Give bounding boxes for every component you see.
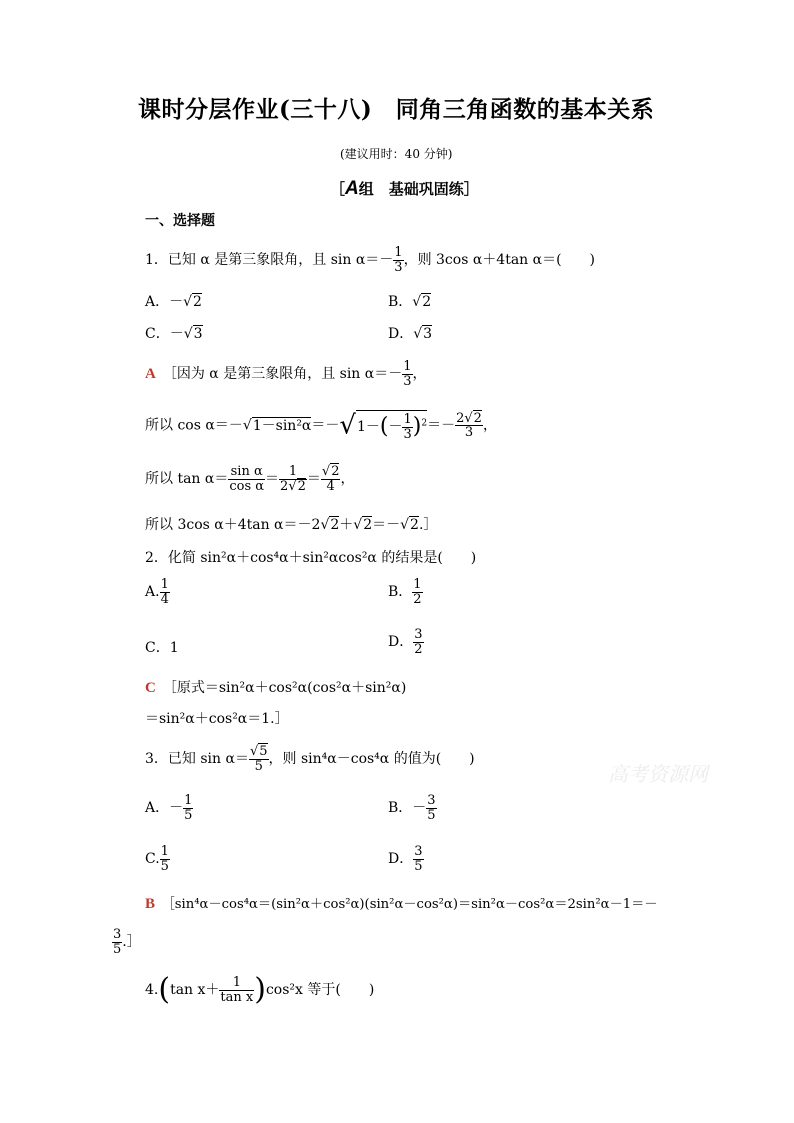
option-frac xyxy=(412,578,422,606)
inner-text: 1－ xyxy=(356,419,380,436)
frac-num: 1 xyxy=(279,465,307,480)
frac-num: 2√2 xyxy=(456,410,482,426)
group-letter-badge: A xyxy=(345,178,359,199)
frac-num: 3 xyxy=(113,927,122,942)
radicand: 2 xyxy=(422,294,432,310)
q1-sol3-text: 所以 tan α＝ xyxy=(145,471,229,488)
frac-1-2root2 xyxy=(279,465,307,493)
q1-frac-den: 3 xyxy=(394,259,403,275)
option-label: D． xyxy=(388,851,414,868)
option-label: B．－ xyxy=(388,800,427,817)
q3-stem-text: 3．已知 sin α＝ xyxy=(145,751,249,768)
q4-tan-text: tan x＋ xyxy=(170,982,220,998)
option-label: D． xyxy=(388,326,414,342)
q1-solution-line-3 xyxy=(145,465,354,493)
punct: ， xyxy=(340,471,355,488)
q2-answer-letter: C xyxy=(145,680,156,696)
question-3-stem xyxy=(145,745,475,773)
frac-den: 5 xyxy=(113,941,122,957)
q1-option-b: B．√2 xyxy=(388,294,432,310)
punct: .］ xyxy=(418,517,438,533)
option-label: D． xyxy=(388,634,414,651)
q3-option-b xyxy=(388,794,437,822)
q1-option-a: A．－√2 xyxy=(145,294,202,310)
radicand: 2 xyxy=(193,294,202,310)
option-frac xyxy=(160,578,170,606)
option-label: B． xyxy=(388,584,413,601)
q3-option-c xyxy=(145,845,170,873)
frac-num: 3 xyxy=(427,793,436,808)
paren-open: ( xyxy=(379,414,389,440)
eq: ＝－ xyxy=(427,417,456,434)
q1-option-d: D．√3 xyxy=(388,326,433,342)
frac-den: 5 xyxy=(254,758,263,774)
frac-den: 2 xyxy=(414,641,423,657)
q1-option-c: C．－√3 xyxy=(145,326,203,342)
radicand: 2 xyxy=(297,478,306,494)
result-frac xyxy=(455,412,483,440)
radicand: 5 xyxy=(259,744,268,759)
q1-sol1-fraction xyxy=(402,360,412,388)
option-frac xyxy=(413,845,423,873)
question-4-stem xyxy=(145,972,375,1007)
big-radical xyxy=(356,410,427,441)
q3-option-a xyxy=(145,794,193,822)
frac-den: 5 xyxy=(414,858,423,874)
q2-solution-line-1 xyxy=(145,681,406,696)
radicand: 1－sin²α xyxy=(252,417,312,434)
eq: ＝ xyxy=(306,471,321,488)
frac-num: 1 xyxy=(219,976,254,991)
radicand: 2 xyxy=(473,410,482,426)
eq: ＝ xyxy=(265,471,280,488)
q2-option-a xyxy=(145,578,170,606)
option-label: C. xyxy=(145,851,160,868)
coef: 2 xyxy=(280,478,289,494)
group-name: 基础巩固练 xyxy=(388,180,464,198)
q1-frac-num: 1 xyxy=(394,245,403,260)
option-frac xyxy=(160,845,170,873)
frac-den: 3 xyxy=(403,426,412,442)
q2-option-d xyxy=(388,628,424,656)
question-1-stem xyxy=(145,246,595,274)
radicand: 2 xyxy=(331,464,340,479)
frac-num: 3 xyxy=(414,844,423,859)
watermark-logo: 高考资源网 xyxy=(608,762,708,786)
group-header xyxy=(330,179,479,198)
q1-fraction xyxy=(393,246,403,274)
q1-answer-letter: A xyxy=(145,366,156,383)
q3-sol-frac xyxy=(112,928,122,956)
frac-num: 1 xyxy=(403,412,412,427)
group-suffix: 组 xyxy=(358,180,374,198)
frac-root2-4 xyxy=(321,465,341,493)
frac-num: sin α xyxy=(228,465,265,480)
frac-den: 5 xyxy=(427,807,436,823)
radicand: 3 xyxy=(193,326,203,342)
option-label: A．－ xyxy=(145,800,184,817)
option-frac xyxy=(426,794,436,822)
q3-stem-tail: ，则 sin⁴α－cos⁴α 的值为( ) xyxy=(268,751,475,768)
q4-number: 4. xyxy=(145,982,159,998)
question-2-stem: 2．化简 sin²α＋cos⁴α＋sin²αcos²α 的结果是( ) xyxy=(145,550,477,566)
option-label: A．－ xyxy=(145,294,184,310)
eq: ＝－ xyxy=(311,417,340,434)
frac-den: 5 xyxy=(184,807,193,823)
frac-num: 3 xyxy=(414,627,423,642)
frac-num: 1 xyxy=(160,844,169,859)
bracket-open: ［ xyxy=(330,180,346,198)
q1-stem-tail: ，则 3cos α＋4tan α＝( ) xyxy=(403,252,596,269)
frac-num: 1 xyxy=(184,793,193,808)
q2-option-c: C．1 xyxy=(145,640,179,656)
q1-solution-line-1 xyxy=(145,360,427,388)
radicand: 3 xyxy=(423,326,433,342)
punct: ， xyxy=(412,366,427,383)
frac-den: 2√2 xyxy=(280,478,306,494)
frac-den: tan x xyxy=(220,989,254,1005)
punct: .］ xyxy=(122,934,141,951)
q1-sol2-text: 所以 cos α＝－ xyxy=(145,417,243,434)
eq: ＝－ xyxy=(372,517,401,533)
plus: ＋ xyxy=(339,517,354,533)
q2-sol1-text: ［原式＝sin²α＋cos²α(cos²α＋sin²α) xyxy=(169,680,407,696)
option-label: B． xyxy=(388,294,413,310)
frac-den: 4 xyxy=(326,478,335,494)
option-label: C．－ xyxy=(145,326,184,342)
suggested-time: (建议用时：40 分钟) xyxy=(340,147,453,161)
frac-num: √2 xyxy=(321,464,340,479)
option-frac xyxy=(413,628,423,656)
q4-stem-tail: cos²x 等于( ) xyxy=(265,982,375,998)
q2-option-b xyxy=(388,578,423,606)
frac-num: 1 xyxy=(403,359,412,374)
q3-sol1-text: ［sin⁴α－cos⁴α＝(sin²α＋cos²α)(sin²α－cos²α)＝sin²α－cos²α＝2sin²α－1＝－ xyxy=(168,897,658,912)
q3-option-d xyxy=(388,845,424,873)
option-frac xyxy=(183,794,193,822)
q3-answer-letter: B xyxy=(145,896,156,912)
q4-fraction xyxy=(219,976,254,1004)
paren-open: ( xyxy=(158,972,171,1007)
frac-den: 2 xyxy=(413,591,422,607)
frac-den: cos α xyxy=(229,478,265,494)
q3-solution-line-1 xyxy=(145,897,658,912)
radicand: 2 xyxy=(330,517,340,533)
q1-sol4-text: 所以 3cos α＋4tan α＝－2 xyxy=(145,517,321,533)
q3-solution-line-2 xyxy=(112,928,141,956)
coef: 2 xyxy=(456,410,465,426)
q3-fraction xyxy=(249,745,269,773)
paren-close: ) xyxy=(254,972,266,1007)
option-label: A. xyxy=(145,584,160,601)
frac-num: √5 xyxy=(249,744,268,759)
frac-den: 3 xyxy=(403,373,412,389)
frac-num: 1 xyxy=(160,577,169,592)
frac-num: 1 xyxy=(413,577,422,592)
q1-stem-text: 1．已知 α 是第三象限角，且 sin α＝－ xyxy=(145,252,394,269)
bracket-close: ］ xyxy=(463,180,479,198)
frac-den: 3 xyxy=(464,425,474,441)
q1-solution-line-4: 所以 3cos α＋4tan α＝－2√2＋√2＝－√2.］ xyxy=(145,517,438,533)
inner-frac xyxy=(402,413,412,441)
section-heading: 一、选择题 xyxy=(145,213,215,229)
page-title: 课时分层作业(三十八) 同角三角函数的基本关系 xyxy=(138,96,655,123)
minus: － xyxy=(388,419,403,436)
q1-sol1-text: ［因为 α 是第三象限角，且 sin α＝－ xyxy=(169,366,403,383)
frac-den: 5 xyxy=(160,858,169,874)
radicand: 2 xyxy=(410,517,419,533)
paren-close: ) xyxy=(412,414,422,440)
exponent: 2 xyxy=(421,418,428,429)
q1-solution-line-2: 所以 cos α＝－√1－sin²α＝－√1－(－ $\frac{1}{3}$ )$^2$＝－ $\frac{2√2}{3}$ ， xyxy=(145,410,497,442)
punct: ， xyxy=(482,417,497,434)
q2-solution-line-2: ＝sin²α＋cos²α＝1.］ xyxy=(145,711,289,727)
radicand: 2 xyxy=(363,517,373,533)
frac-den: 4 xyxy=(160,591,169,607)
frac-sin-cos xyxy=(228,465,265,493)
